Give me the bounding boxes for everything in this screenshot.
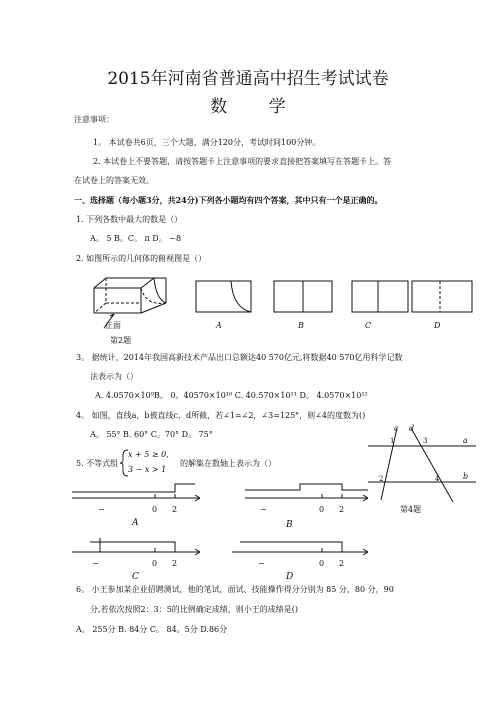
axis-label: 0 xyxy=(319,505,325,514)
question-2-figures xyxy=(76,266,476,346)
label-c: c xyxy=(394,424,399,433)
notes-item-1: 1。 本试卷共6页，三个大题，满分120分，考试时间100分钟。 xyxy=(93,138,321,147)
option-a-view xyxy=(196,281,251,312)
question-6-stem-line-1: 6。 小王参加某企业招聘测试，他的笔试，面试、技能操作得分分别为 85 分，80 分，90 xyxy=(76,585,394,594)
question-1-options: A。 5 B。C。 π D。 −8 xyxy=(90,234,182,243)
axis-label: 0 xyxy=(152,559,158,568)
label-d: d xyxy=(409,424,415,433)
question-5-stem-prefix: 5. 不等式组 xyxy=(76,459,119,468)
question-5-number-lines xyxy=(70,480,370,580)
question-2-label-b: B xyxy=(298,321,304,330)
angle-3-label: 3 xyxy=(423,437,428,445)
number-line-a xyxy=(72,484,200,501)
option-c-view xyxy=(352,281,408,312)
angle-1-label: 1 xyxy=(390,437,395,445)
question-2-label-c: C xyxy=(365,321,372,330)
axis-label: 2 xyxy=(339,559,345,568)
number-line-d xyxy=(232,542,368,555)
question-4-figure xyxy=(363,420,481,516)
axis-label: 2 xyxy=(339,505,345,514)
option-a-label: A xyxy=(132,518,139,528)
question-3-stem-line-1: 3。 据统计，2014年我国高新技术产品出口总额达40 570亿元,将数据40 570亿用科学记数 xyxy=(76,353,403,362)
angle-4-label: 4 xyxy=(435,475,440,483)
inequality-2: 3 − x > 1 xyxy=(128,465,167,474)
axis-label: − xyxy=(92,559,99,568)
notes-item-2-line-2: 在试卷上的答案无效。 xyxy=(74,176,154,185)
question-2-label-d: D xyxy=(434,321,441,330)
axis-label: − xyxy=(98,505,105,514)
axis-label: 0 xyxy=(152,505,158,514)
question-2-stem: 2. 如图所示的几何体的俯视图是（） xyxy=(76,254,207,263)
question-2-label-a: A xyxy=(216,321,222,330)
question-1-stem: 1. 下列各数中最大的数是（） xyxy=(76,215,183,224)
notes-item-2-line-1: 2. 本试卷上不要答题，请按答题卡上注意事项的要求直接把答案填写在答题卡上。答 xyxy=(93,157,392,166)
question-5-stem-suffix: 的解集在数轴上表示为（） xyxy=(180,459,276,468)
option-d-view xyxy=(412,281,472,312)
question-2-caption: 第2题 xyxy=(110,336,132,345)
question-4-stem: 4。 如图，直线a，b被直线c，d所截，若∠1=∠2，∠3=125°，则∠4的度数为() xyxy=(76,411,366,420)
number-line-b xyxy=(245,484,368,501)
question-3-stem-line-2: 法表示为（） xyxy=(90,372,138,381)
option-b-view xyxy=(274,281,332,312)
section-1-heading: 一、选择题（每小题3分，共24分)下列各小题均有四个答案，其中只有一个是正确的。 xyxy=(74,195,383,205)
option-c-label: C xyxy=(132,572,139,580)
exam-subject: 数 学 xyxy=(210,97,304,117)
question-3-options: A. 4.0570×10⁹B。 0。40570×10¹⁰ C. 40.570×10¹¹ D。 4.0570×10¹² xyxy=(95,391,368,400)
axis-label: − xyxy=(258,559,265,568)
question-6-options: A。 255分 B. 84分 C。 84。5分 D.86分 xyxy=(76,625,228,634)
notes-heading: 注意事项： xyxy=(74,115,114,124)
question-4-options: A。 55° B. 60° C。70° D。 75° xyxy=(90,430,213,439)
angle-2-label: 2 xyxy=(379,475,384,483)
question-2-front-label: 正面 xyxy=(105,321,121,330)
axis-label: − xyxy=(260,505,267,514)
axis-label: 2 xyxy=(172,505,178,514)
question-4-caption: 第4题 xyxy=(400,505,422,514)
question-6-stem-line-2: 分,若依次按照2：3：5的比例确定成绩，则小王的成绩是() xyxy=(90,605,299,614)
axis-label: 2 xyxy=(172,559,178,568)
line-c xyxy=(381,428,397,500)
option-b-label: B xyxy=(286,520,293,530)
line-d xyxy=(411,428,453,502)
inequality-1: x + 5 ≥ 0, xyxy=(128,450,169,459)
label-a: a xyxy=(463,436,468,445)
exam-title: 2015年河南省普通高中招生考试试卷 xyxy=(107,69,389,89)
axis-label: 0 xyxy=(319,559,325,568)
number-line-c xyxy=(72,538,200,555)
label-b: b xyxy=(463,472,469,481)
option-d-label: D xyxy=(286,572,294,580)
